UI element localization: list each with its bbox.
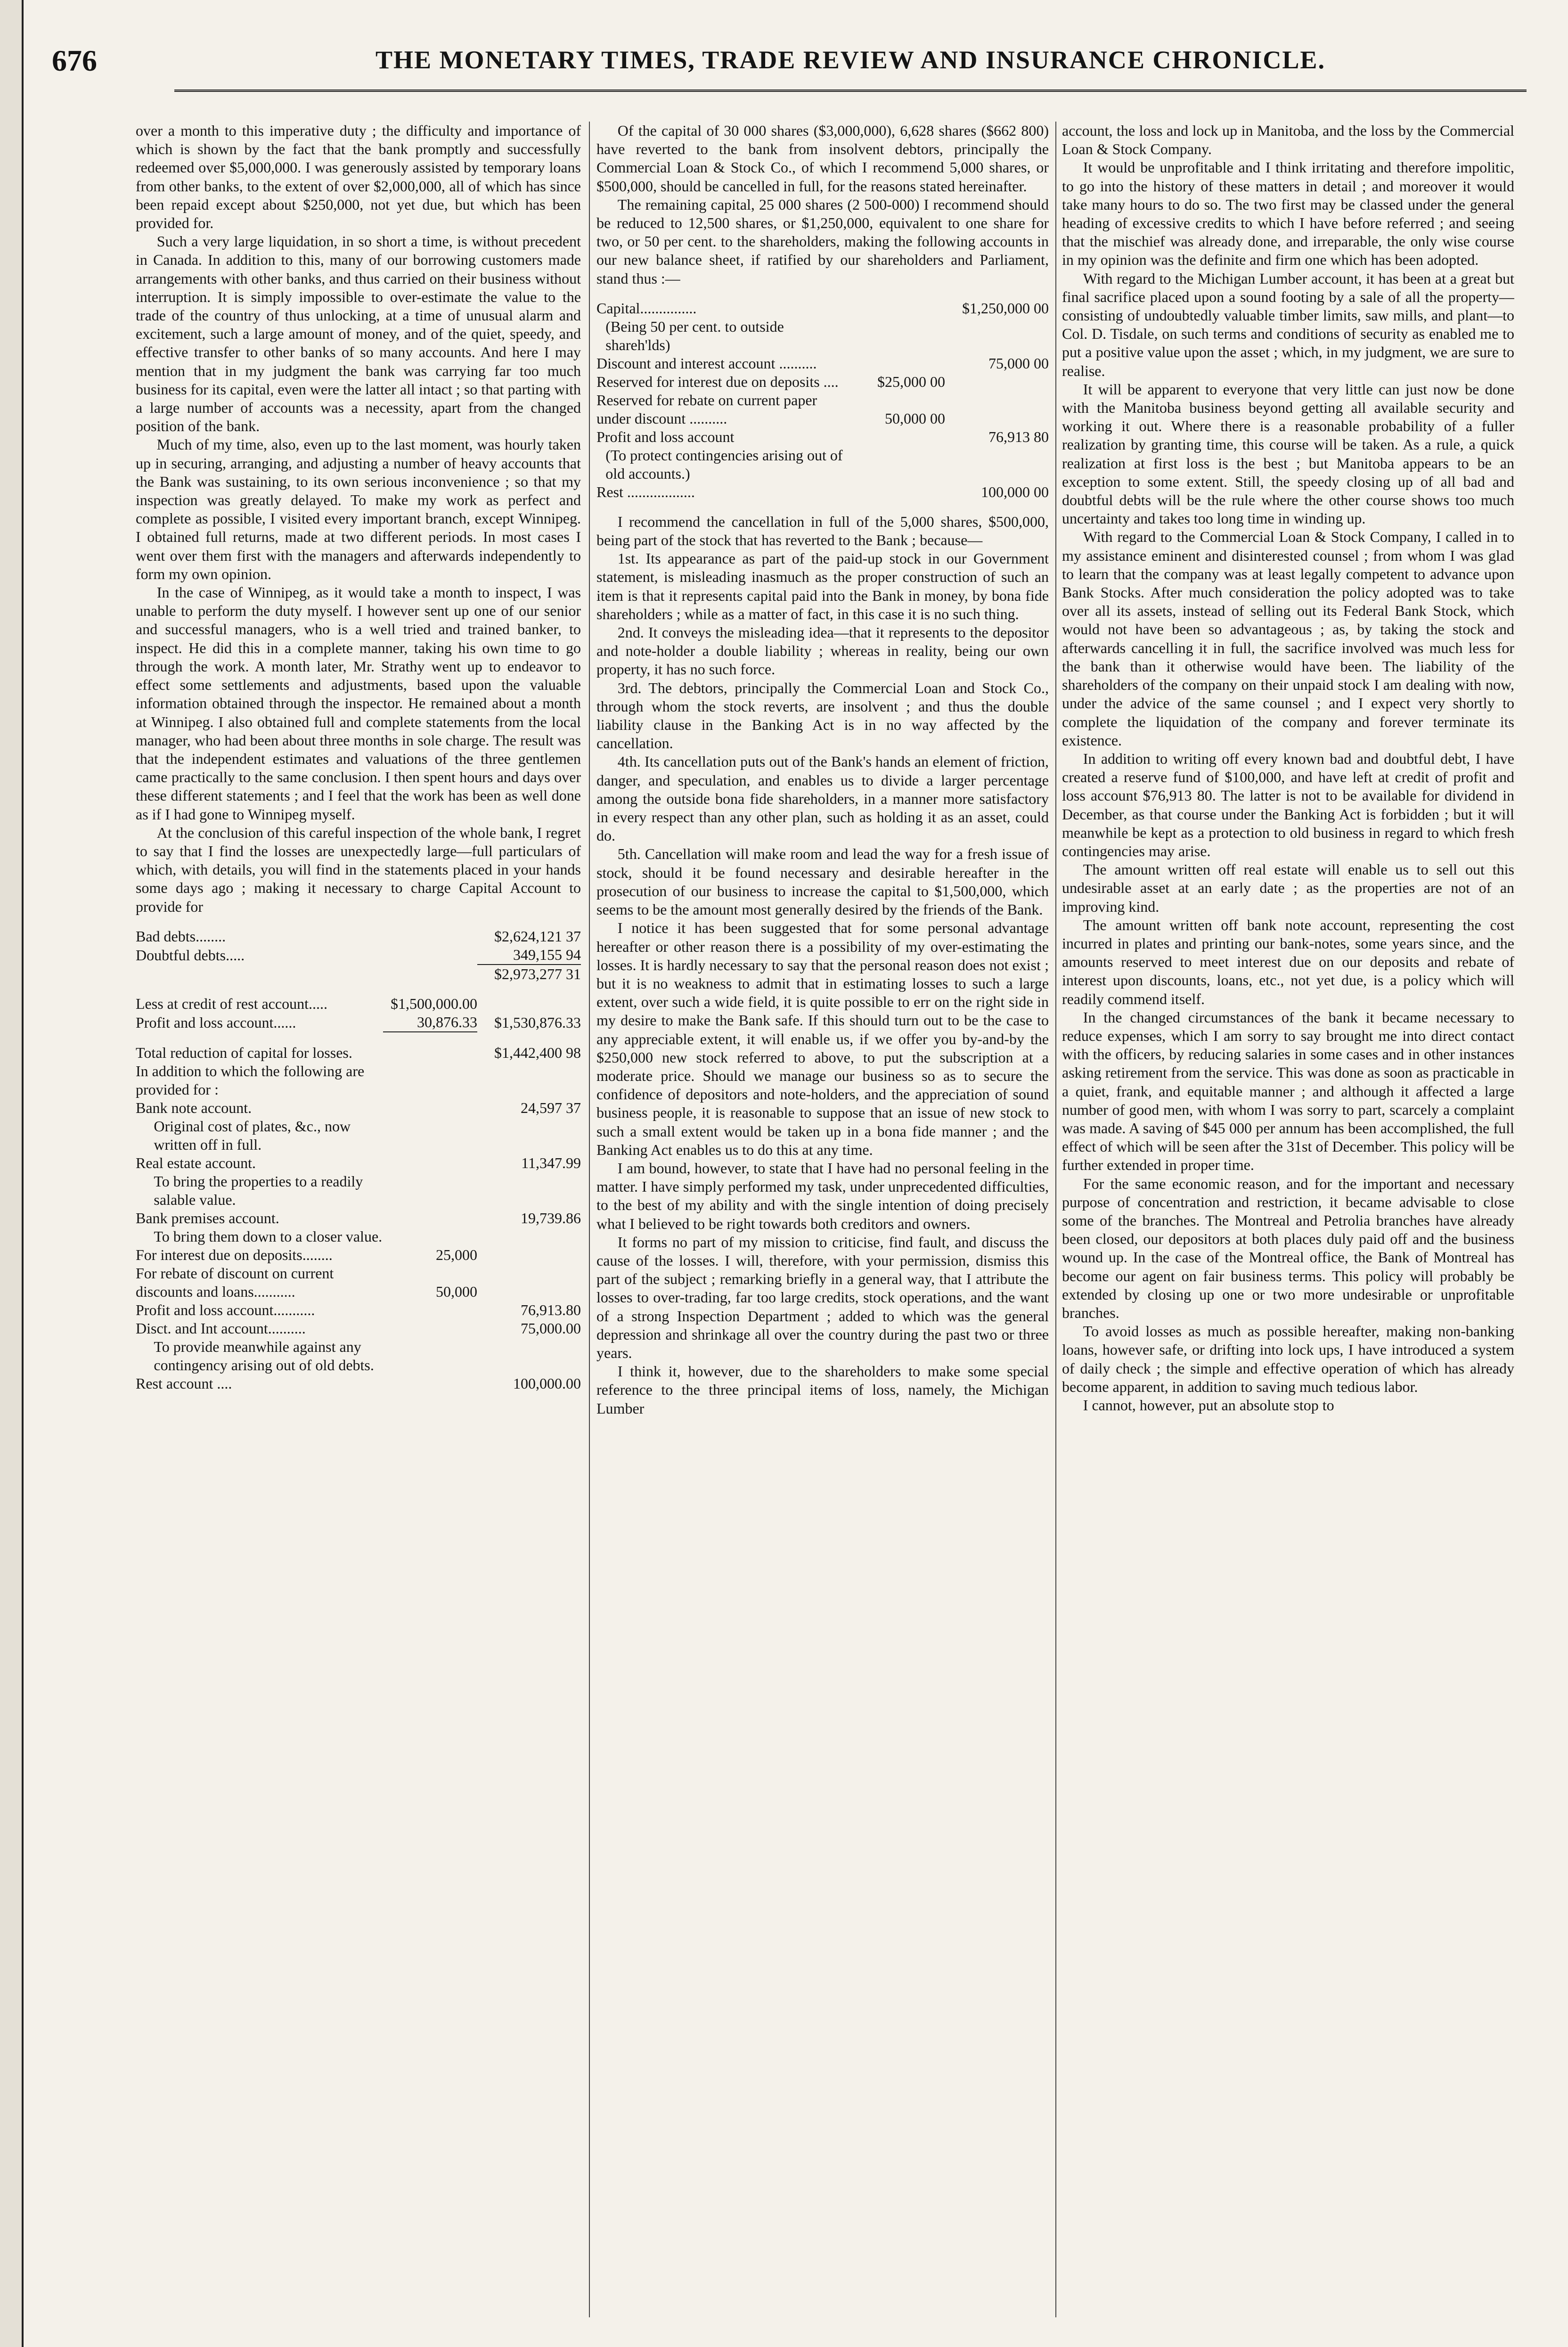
paragraph: The remaining capital, 25 000 shares (2 500-000) I recommend should be reduced to 12,500 shares, or $1,250,000, equivalent to one share for two, or 50 per cent. to the shareholders, making the following accounts in our new balance sheet, if ratified by our shareholders and Parliament, stand thus :— bbox=[596, 196, 1049, 287]
paragraph: I think it, however, due to the shareholders to make some special reference to the three principal items of loss, namely, the Michigan Lumber bbox=[596, 1363, 1049, 1417]
sheet-row bbox=[596, 299, 1049, 318]
page-number: 676 bbox=[52, 44, 97, 77]
paragraph: I am bound, however, to state that I have had no personal feeling in the matter. I have simply performed my task, under unprecedented difficulties, to the best of my ability and with the single intention of doing precisely what I believed to be right towards both creditors and owners. bbox=[596, 1159, 1049, 1232]
ledger-mid-amount: 30,876.33 bbox=[383, 1013, 477, 1032]
paragraph: I recommend the cancellation in full of the 5,000 shares, $500,000, being part of the stock that has reverted to the Bank ; because— bbox=[596, 513, 1049, 549]
paragraph: In addition to writing off every known bad and doubtful debt, I have created a reserve fund of $100,000, and have left at credit of profit and loss account $76,913 80. The latter is not to be available for dividend in December, as that course under the Banking Act is forbidden ; but it will meanwhile be kept as a protection to old business in regard to which fresh contingencies may arise. bbox=[1062, 750, 1514, 859]
ledger-row bbox=[136, 927, 581, 946]
header-rule bbox=[174, 90, 1527, 92]
paragraph: 3rd. The debtors, principally the Commercial Loan and Stock Co., through whom the stock reverts, are insolvent ; and thus the double liability clause in the Banking Act is in no way affected by the cancellation. bbox=[596, 679, 1049, 752]
ledger-row bbox=[136, 1172, 581, 1209]
paragraph: It forms no part of my mission to criticise, find fault, and discuss the cause of the losses. I will, therefore, with your permission, dismiss this part of the subject ; remarking briefly in a general way, that I attribute the losses to over-trading, far too large credits, stock operations, and the want of a strong Inspection Department ; added to which was the general depression and shrinkage all over the country during the past two or three years. bbox=[596, 1233, 1049, 1361]
sheet-label: Reserved for interest due on deposits .... bbox=[596, 373, 839, 390]
ledger-row bbox=[136, 1246, 581, 1264]
sheet-row bbox=[596, 318, 1049, 354]
page-header bbox=[52, 43, 1527, 96]
paragraph: Such a very large liquidation, in so short a time, is without precedent in Canada. In addition to this, many of our borrowing customers made arrangements with other banks, and thus carried on their business without interruption. It is simply impossible to over-estimate the value to the trade of the country of thus unlocking, at a time of unusual alarm and excitement, such a large amount of money, and of the quiet, speedy, and effective transfer to other banks of so many accounts. And here I may mention that in my judgment the bank was carrying far too much business for its capital, even were the latter all intact ; so that parting with a large number of accounts was a necessity, apart from the changed position of the bank. bbox=[136, 233, 581, 435]
ledger-amount: 349,155 94 bbox=[477, 946, 581, 965]
sheet-row bbox=[596, 354, 1049, 373]
ledger-amount: 76,913.80 bbox=[521, 1301, 581, 1318]
ledger-label: Bank note account. bbox=[136, 1099, 252, 1116]
sheet-label: Profit and loss account bbox=[596, 428, 735, 445]
paragraph: With regard to the Michigan Lumber account, it has been at a great but final sacrifice placed upon a sound footing by a sale of all the property—consisting of undoubtedly valuable timber limits, saw mills, and plant—to Col. D. Tisdale, on such terms and conditions of security as enabled me to put a positive value upon the asset ; which, in my judgment, we are sure to realise. bbox=[1062, 270, 1514, 379]
column-rule-2 bbox=[1055, 122, 1056, 2317]
paragraph: account, the loss and lock up in Manitoba, and the loss by the Commercial Loan & Stock Company. bbox=[1062, 122, 1514, 158]
column-2 bbox=[596, 122, 1049, 2327]
ledger-mid-amount: $1,500,000.00 bbox=[391, 995, 477, 1012]
page-binding bbox=[0, 0, 24, 2347]
paragraph: 5th. Cancellation will make room and lead the way for a fresh issue of stock, should it be found necessary and desirable hereafter in the prosecution of our business to increase the capital to $1,500,000, which seems to be the amount most generally desired by the friends of the Bank. bbox=[596, 845, 1049, 918]
sheet-amount: $1,250,000 00 bbox=[962, 299, 1049, 317]
sheet-label: Discount and interest account .......... bbox=[596, 354, 817, 372]
sheet-row bbox=[596, 483, 1049, 501]
paragraph: I notice it has been suggested that for some personal advantage hereafter or other reason there is a possibility of my over-estimating the losses. It is hardly necessary to say that the personal reason does not exist ; but it is no weakness to admit that in estimating losses to such a large extent, over such a wide field, it is quite possible to err on the right side in my desire to make the Bank safe. If this should turn out to be the case to any appreciable extent, it will enable us, if we offer you by-and-by the $250,000 new stock referred to above, to put the subscription at a moderate price. Should we manage our business so as to secure the confidence of depositors and note-holders, and the appreciation of sound business people, it is reasonable to suppose that an issue of new stock to such a small extent would be taken up in a bona fide manner ; and the Banking Act enables us to do this at any time. bbox=[596, 919, 1049, 1158]
ledger-label: For interest due on deposits........ bbox=[136, 1246, 333, 1263]
paragraph: The amount written off real estate will enable us to sell out this undesirable asset at an early date ; as the properties are not of an improving kind. bbox=[1062, 861, 1514, 915]
paragraph: Much of my time, also, even up to the last moment, was hourly taken up in securing, arranging, and adjusting a number of heavy accounts that the Bank was sustaining, to its own serious inconvenience ; so that my inspection was greatly delayed. To make my work as perfect and complete as possible, I visited every important branch, except Winnipeg. I obtained full returns, made at two different periods. In most cases I went over them first with the managers and afterwards independently to form my own opinion. bbox=[136, 436, 581, 582]
ledger-label: Less at credit of rest account..... bbox=[136, 995, 327, 1012]
ledger-note: In addition to which the following are provided for : bbox=[136, 1062, 365, 1098]
paragraph: At the conclusion of this careful inspection of the whole bank, I regret to say that I find the losses are unexpectedly large—full particulars of which, with details, you will find in the statements placed in your hands some days ago ; making it necessary to charge Capital Account to provide for bbox=[136, 824, 581, 915]
paragraph: Of the capital of 30 000 shares ($3,000,000), 6,628 shares ($662 800) have reverted to the bank from insolvent debtors, principally the Commercial Loan & Stock Co., of which I recommend 5,000 shares, or $500,000, should be cancelled in full, for the reasons stated hereinafter. bbox=[596, 122, 1049, 195]
ledger-label: Profit and loss account........... bbox=[136, 1301, 315, 1318]
masthead-title: THE MONETARY TIMES, TRADE REVIEW AND INSURANCE CHRONICLE. bbox=[376, 46, 1325, 74]
ledger-label: Total reduction of capital for losses. bbox=[136, 1044, 352, 1061]
ledger-row bbox=[136, 1154, 581, 1172]
ledger-amount: 100,000.00 bbox=[513, 1374, 581, 1392]
ledger-row bbox=[136, 995, 581, 1013]
ledger-row bbox=[136, 1227, 581, 1246]
ledger-row bbox=[136, 1338, 581, 1374]
sheet-note: (Being 50 per cent. to outside shareh'lds) bbox=[605, 318, 784, 353]
ledger-row bbox=[136, 1044, 581, 1062]
ledger-amount: 11,347.99 bbox=[521, 1154, 581, 1171]
ledger-row bbox=[136, 1319, 581, 1338]
ledger-amount: 24,597 37 bbox=[521, 1099, 581, 1116]
ledger-note: To bring the properties to a readily salable value. bbox=[154, 1172, 363, 1208]
ledger-label: Disct. and Int account.......... bbox=[136, 1319, 306, 1337]
ledger-row bbox=[136, 1301, 581, 1319]
sheet-row bbox=[596, 446, 1049, 483]
sheet-label: Capital............... bbox=[596, 299, 697, 317]
ledger-row bbox=[136, 1374, 581, 1393]
ledger-note: Original cost of plates, &c., now written off in full. bbox=[154, 1117, 351, 1153]
ledger-row bbox=[136, 965, 581, 983]
paragraph: In the changed circumstances of the bank it became necessary to reduce expenses, which I am sorry to say brought me into direct contact with the officers, by reducing salaries in some cases and in other instances asking retirement from the service. This was done as soon as practicable in a quiet, frank, and equitable manner ; and although it affected a large number of good men, with whom I was sorry to part, scarcely a complaint was made. A saving of $45 000 per annum has been accomplished, the full effect of which will be seen after the 31st of December. This policy will be further extended in proper time. bbox=[1062, 1008, 1514, 1174]
sheet-mid-amount: 50,000 00 bbox=[885, 409, 945, 427]
paragraph: The amount written off bank note account, representing the cost incurred in plates and printing our bank-notes, some years since, and the amounts reserved to meet interest due on our deposits and rebate of interest upon discounts, loans, etc., not yet due, is a policy which will readily commend itself. bbox=[1062, 916, 1514, 1007]
paragraph: It would be unprofitable and I think irritating and therefore impolitic, to go into the history of these matters in detail ; and moreover it would take many hours to do so. The two first may be classed under the general heading of excessive credits to which I have before referred ; and seeing that the mischief was already done, and irreparable, the only wise course in my opinion was the definite and firm one which has been adopted. bbox=[1062, 159, 1514, 269]
paragraph: 1st. Its appearance as part of the paid-up stock in our Government statement, is misleading inasmuch as the proper construction of such an item is that it represents capital paid into the Bank in money, by bona fide shareholders ; while as a matter of fact, in this case it is no such thing. bbox=[596, 550, 1049, 622]
ledger-amount: $1,530,876.33 bbox=[494, 1014, 581, 1031]
balance-sheet bbox=[596, 299, 1049, 501]
sheet-row bbox=[596, 373, 1049, 391]
ledger-note: To bring them down to a closer value. bbox=[154, 1227, 383, 1245]
sheet-amount: 76,913 80 bbox=[988, 428, 1049, 445]
ledger-label: Doubtful debts..... bbox=[136, 946, 245, 964]
paragraph: over a month to this imperative duty ; the difficulty and importance of which is shown by the fact that the bank promptly and successfully redeemed over $5,000,000. I was generously assisted by temporary loans from other banks, to the extent of over $2,000,000, all of which has since been repaid except about $250,000, not yet due, but which has been provided for. bbox=[136, 122, 581, 232]
ledger-mid-amount: 25,000 bbox=[436, 1246, 477, 1263]
ledger-label: For rebate of discount on current discounts and loans........... bbox=[136, 1264, 334, 1300]
ledger-label: Bank premises account. bbox=[136, 1209, 279, 1227]
column-rule-1 bbox=[589, 122, 590, 2317]
sheet-row bbox=[596, 428, 1049, 446]
ledger-row bbox=[136, 946, 581, 965]
ledger-amount: 75,000.00 bbox=[521, 1319, 581, 1337]
sheet-amount: 100,000 00 bbox=[981, 483, 1049, 500]
sheet-mid-amount: $25,000 00 bbox=[877, 373, 945, 390]
paragraph: In the case of Winnipeg, as it would take a month to inspect, I was unable to perform the duty myself. I however sent up one of our senior and successful managers, who is a well tried and trained banker, to inspect. He did this in a complete manner, taking his own time to go through the work. A month later, Mr. Strathy went up to endeavor to effect some settlements and adjustments, based upon the valuable information obtained through the inspector. He remained about a month at Winnipeg. I also obtained full and complete statements from the local manager, who had been about three months in sole charge. The result was that the independent estimates and valuations of the three gentlemen came practically to the same conclusion. I then spent hours and days over these different statements ; and I feel that the work has been as well done as if I had gone to Winnipeg myself. bbox=[136, 584, 581, 823]
sheet-note: (To protect contingencies arising out of old accounts.) bbox=[605, 446, 843, 482]
ledger-mid-amount: 50,000 bbox=[436, 1283, 477, 1300]
ledger-label: Profit and loss account...... bbox=[136, 1014, 296, 1031]
ledger-amount: $1,442,400 98 bbox=[494, 1044, 581, 1061]
sheet-label: Reserved for rebate on current paper under discount .......... bbox=[596, 391, 817, 427]
ledger-label: Bad debts........ bbox=[136, 927, 226, 945]
ledger-row bbox=[136, 1013, 581, 1032]
paragraph: 2nd. It conveys the misleading idea—that it represents to the depositor and note-holder a double liability ; whereas in reality, being our own property, it has no such force. bbox=[596, 624, 1049, 678]
ledger-row bbox=[136, 1062, 581, 1099]
sheet-label: Rest .................. bbox=[596, 483, 695, 500]
sheet-row bbox=[596, 391, 1049, 428]
column-1 bbox=[136, 122, 581, 2327]
ledger-total: $2,973,277 31 bbox=[494, 965, 581, 982]
paragraph: It will be apparent to everyone that very little can just now be done with the Manitoba business beyond getting all available security and working it out. Where there is a reasonable probability of a fuller realization by granting time, this course will be taken. As a rule, a quick realization at first loss is the best ; but Manitoba appears to be an exception to some extent. Still, the speedy closing up of all bad and doubtful debts will be the rule where the other course shows too much uncertainty and takes too long time in winding up. bbox=[1062, 380, 1514, 527]
paragraph: With regard to the Commercial Loan & Stock Company, I called in to my assistance eminent and disinterested counsel ; from whom I was glad to learn that the company was at least legally competent to advance upon Bank Stocks. After much consideration the policy adopted was to take over all its assets, instead of selling out its Federal Bank Stock, which would not have been so advantageous ; as, by taking the stock and afterwards cancelling it in full, the sacrifice involved was much less for the bank than it otherwise would have been. The liability of the shareholders of the company on their unpaid stock I am dealing with now, under the advice of the same counsel ; and I expect very shortly to complete the liquidation of the company and forever terminate its existence. bbox=[1062, 528, 1514, 749]
paragraph: To avoid losses as much as possible hereafter, making non-banking loans, however safe, or drifting into lock ups, I have introduced a system of daily check ; the simple and effective operation of which has already become apparent, in addition to saving much tedious labor. bbox=[1062, 1323, 1514, 1395]
ledger-label: Real estate account. bbox=[136, 1154, 256, 1171]
losses-ledger bbox=[136, 927, 581, 1393]
paragraph: 4th. Its cancellation puts out of the Bank's hands an element of friction, danger, and speculation, and enables us to divide a larger percentage among the outside bona fide shareholders, in a manner more satisfactory in every respect than any other plan, such as holding it as an asset, could do. bbox=[596, 753, 1049, 844]
ledger-note: To provide meanwhile against any contingency arising out of old debts. bbox=[154, 1338, 374, 1374]
paragraph: I cannot, however, put an absolute stop to bbox=[1083, 1397, 1334, 1414]
ledger-label: Rest account .... bbox=[136, 1374, 232, 1392]
ledger-row bbox=[136, 1099, 581, 1117]
ledger-row bbox=[136, 1117, 581, 1154]
sheet-amount: 75,000 00 bbox=[988, 354, 1049, 372]
column-3 bbox=[1062, 122, 1514, 2327]
ledger-row bbox=[136, 1209, 581, 1227]
paragraph: For the same economic reason, and for the important and necessary purpose of concentration and restriction, it became advisable to close some of the branches. The Montreal and Petrolia branches have already been closed, our depositors at both places duly paid off and the business wound up. In the case of the Montreal office, the Bank of Montreal has become our agent on fair business terms. This policy will probably be extended by closing up one or two more undesirable or unprofitable branches. bbox=[1062, 1175, 1514, 1321]
ledger-row bbox=[136, 1264, 581, 1301]
ledger-amount: $2,624,121 37 bbox=[494, 927, 581, 945]
ledger-amount: 19,739.86 bbox=[521, 1209, 581, 1227]
